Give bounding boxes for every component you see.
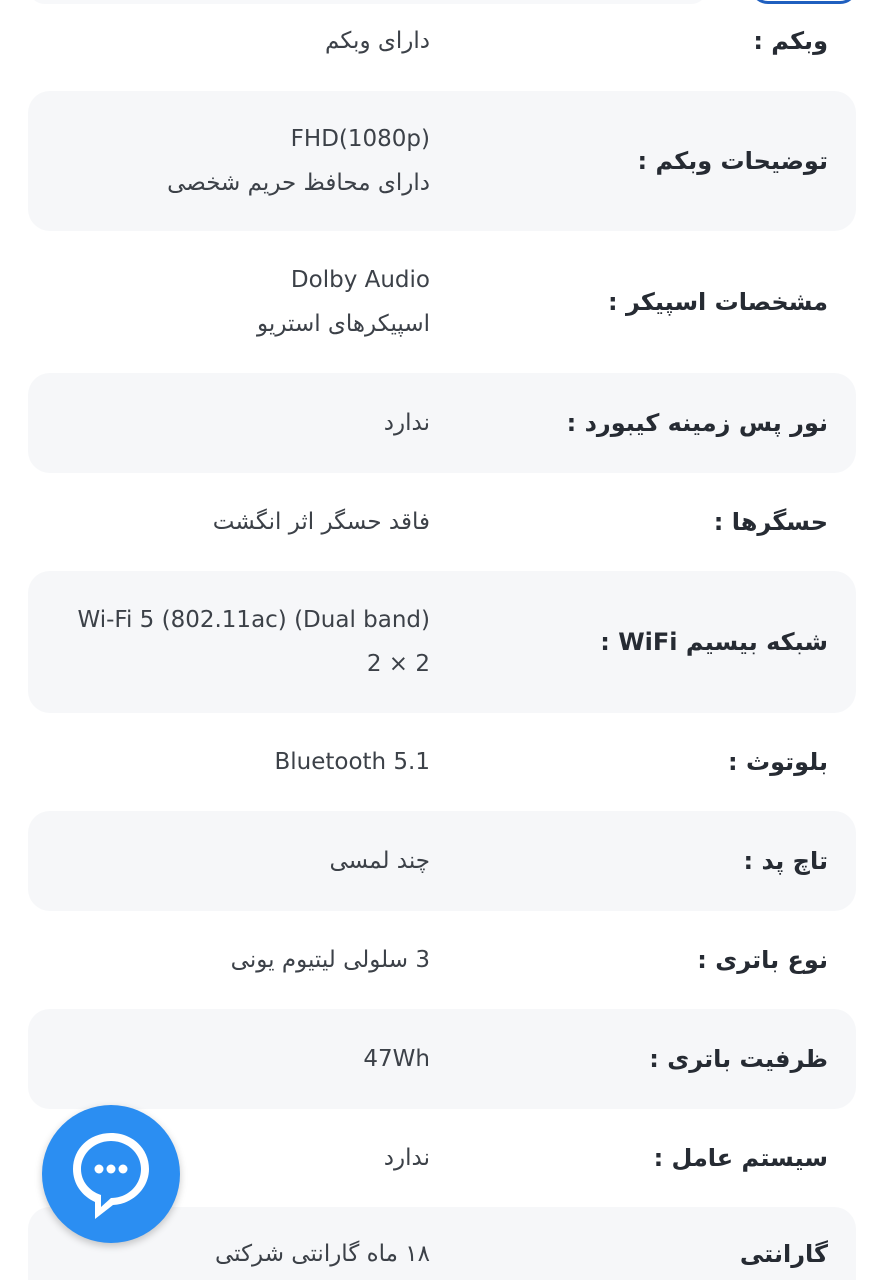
spec-value: [363, 1037, 430, 1081]
spec-value: [231, 938, 430, 982]
spec-label: مشخصات اسپیکر :: [608, 288, 828, 316]
spec-row-battery-type: [28, 911, 856, 1009]
spec-label: وبکم :: [753, 27, 828, 55]
spec-row-webcam: [28, 0, 856, 90]
spec-label: بلوتوث :: [728, 748, 828, 776]
spec-value-line: 47Wh: [363, 1046, 430, 1072]
chat-bubble-icon: [67, 1129, 155, 1223]
spec-row-bluetooth: [28, 713, 856, 811]
spec-label: توضیحات وبکم :: [637, 147, 828, 175]
spec-row-webcam-details: [28, 91, 856, 231]
spec-row-touchpad: [28, 811, 856, 911]
spec-value: [257, 258, 430, 346]
spec-value-line: Dolby Audio: [290, 267, 430, 293]
spec-row-wifi: [28, 571, 856, 713]
spec-label: سیستم عامل :: [653, 1144, 828, 1172]
spec-value-line: ندارد: [383, 410, 430, 436]
spec-label: گارانتی: [739, 1240, 828, 1268]
spec-value: [213, 500, 430, 544]
spec-value-line: Wi-Fi 5 (802.11ac) (Dual band): [77, 607, 430, 633]
spec-row-keyboard-backlight: [28, 373, 856, 473]
spec-row-sensors: [28, 473, 856, 571]
spec-label: نور پس زمینه کیبورد :: [566, 409, 828, 437]
spec-value-line: 3 سلولی لیتیوم یونی: [230, 947, 430, 973]
spec-value-line: ۱۸ ماه گارانتی شرکتی: [214, 1241, 430, 1267]
spec-value: [384, 1136, 430, 1180]
chat-support-button[interactable]: [42, 1105, 180, 1243]
spec-value-line: ندارد: [383, 1145, 430, 1171]
spec-value-line: دارای وبکم: [325, 28, 430, 54]
spec-value-line: دارای محافظ حریم شخصی: [167, 170, 430, 196]
spec-row-battery-capacity: [28, 1009, 856, 1109]
spec-value: [77, 598, 430, 686]
spec-label: تاچ پد :: [743, 847, 828, 875]
spec-label: ظرفیت باتری :: [649, 1045, 828, 1073]
spec-value-line: Bluetooth 5.1: [274, 749, 430, 775]
spec-row-speaker: [28, 231, 856, 373]
spec-value-line: فاقد حسگر اثر انگشت: [212, 509, 430, 535]
spec-value: [167, 117, 430, 205]
spec-value-line: اسپیکرهای استریو: [257, 311, 430, 337]
spec-value: [325, 19, 430, 63]
spec-value-line: FHD(1080p): [290, 126, 430, 152]
spec-value: [215, 1232, 430, 1276]
spec-value: [384, 401, 430, 445]
spec-label: شبکه بیسیم WiFi :: [600, 628, 828, 656]
spec-value-line: 2 × 2: [366, 651, 430, 677]
spec-value-line: چند لمسی: [329, 848, 430, 874]
spec-value: [274, 740, 430, 784]
spec-label: حسگرها :: [713, 508, 828, 536]
spec-label: نوع باتری :: [697, 946, 828, 974]
spec-value: [329, 839, 430, 883]
